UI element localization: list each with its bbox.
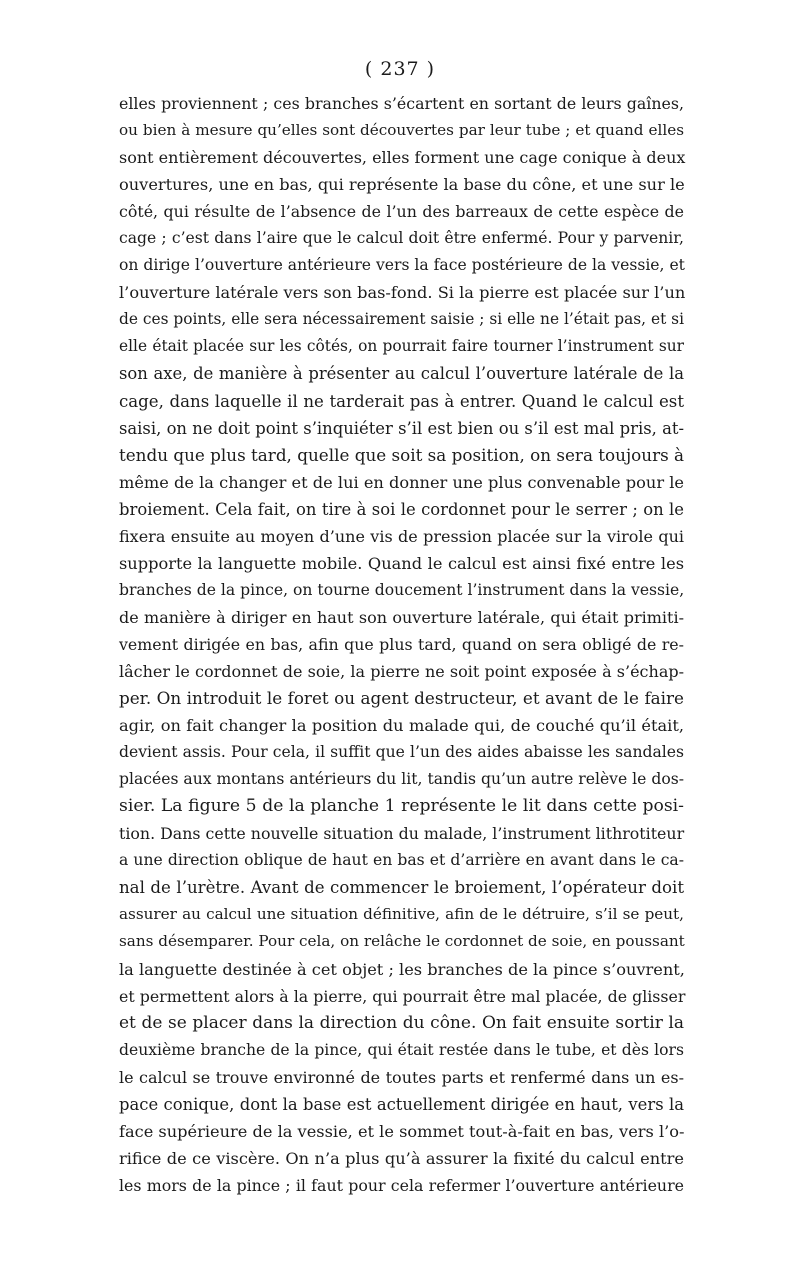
text-line: ou bien à mesure qu’elles sont découvertes par leur tube ; et quand elles <box>119 121 684 140</box>
text-line: les mors de la pince ; il faut pour cela refermer l’ouverture antérieure <box>119 1175 684 1195</box>
text-line: et permettent alors à la pierre, qui pourrait être mal placée, de glisser <box>119 986 686 1006</box>
body-text <box>119 90 684 1199</box>
text-line: supporte la languette mobile. Quand le calcul est ainsi fixé entre les <box>119 553 684 573</box>
text-line: deuxième branche de la pince, qui était restée dans le tube, et dès lors <box>119 1040 684 1059</box>
text-line: de ces points, elle sera nécessairement saisie ; si elle ne l’était pas, et si <box>119 310 684 329</box>
text-line: rifice de ce viscère. On n’a plus qu’à assurer la fixité du calcul entre <box>119 1148 684 1168</box>
text-line: on dirige l’ouverture antérieure vers la face postérieure de la vessie, et <box>119 256 685 275</box>
text-line: la languette destinée à cet objet ; les branches de la pince s’ouvrent, <box>119 959 685 979</box>
text-line: côté, qui résulte de l’absence de l’un des barreaux de cette espèce de <box>119 202 684 222</box>
text-line: a une direction oblique de haut en bas et d’arrière en avant dans le ca- <box>119 851 684 870</box>
text-line: sier. La figure 5 de la planche 1 représente le lit dans cette posi- <box>119 796 684 817</box>
text-line: saisi, on ne doit point s’inquiéter s’il est bien ou s’il est mal pris, at- <box>119 418 684 438</box>
text-line: cage ; c’est dans l’aire que le calcul doit être enfermé. Pour y parvenir, <box>119 229 684 248</box>
text-line: devient assis. Pour cela, il suffit que l’un des aides abaisse les sandales <box>119 743 684 762</box>
text-line: agir, on fait changer la position du malade qui, de couché qu’il était, <box>119 716 684 736</box>
text-line: elles proviennent ; ces branches s’écartent en sortant de leurs gaînes, <box>119 94 684 113</box>
text-line: tion. Dans cette nouvelle situation du malade, l’instrument lithrotiteur <box>119 824 685 844</box>
text-line: broiement. Cela fait, on tire à soi le cordonnet pour le serrer ; on le <box>119 499 684 519</box>
text-line: tendu que plus tard, quelle que soit sa position, on sera toujours à <box>119 444 685 465</box>
text-line: sans désemparer. Pour cela, on relâche le cordonnet de soie, en poussant <box>119 932 685 951</box>
text-line: pace conique, dont la base est actuellement dirigée en haut, vers la <box>119 1094 684 1114</box>
text-line: sont entièrement découvertes, elles forment une cage conique à deux <box>119 148 686 168</box>
text-line: vement dirigée en bas, afin que plus tard, quand on sera obligé de re- <box>119 634 684 654</box>
text-line: placées aux montans antérieurs du lit, tandis qu’un autre relève le dos- <box>119 770 684 789</box>
text-line: lâcher le cordonnet de soie, la pierre ne soit point exposée à s’échap- <box>119 661 684 681</box>
text-line: face supérieure de la vessie, et le sommet tout-à-fait en bas, vers l’o- <box>119 1121 685 1141</box>
text-line: ouvertures, une en bas, qui représente la base du cône, et une sur le <box>119 175 685 195</box>
text-line: elle était placée sur les côtés, on pourrait faire tourner l’instrument sur <box>119 337 684 356</box>
text-line: cage, dans laquelle il ne tarderait pas à entrer. Quand le calcul est <box>119 391 684 411</box>
text-line: nal de l’urètre. Avant de commencer le broiement, l’opérateur doit <box>119 878 684 898</box>
text-line: branches de la pince, on tourne doucement l’instrument dans la vessie, <box>119 580 685 599</box>
page-number: ( 237 ) <box>364 58 436 80</box>
text-line: et de se placer dans la direction du cône. On fait ensuite sortir la <box>119 1012 684 1033</box>
text-line: de manière à diriger en haut son ouverture latérale, qui était primiti- <box>119 607 684 627</box>
text-line: fixera ensuite au moyen d’une vis de pression placée sur la virole qui <box>119 526 684 546</box>
text-line: son axe, de manière à présenter au calcul l’ouverture latérale de la <box>119 364 684 384</box>
text-line: l’ouverture latérale vers son bas-fond. Si la pierre est placée sur l’un <box>119 283 686 303</box>
text-line: assurer au calcul une situation définitive, afin de le détruire, s’il se peut, <box>119 905 684 924</box>
text-line: per. On introduit le foret ou agent destructeur, et avant de le faire <box>119 688 684 709</box>
text-line: le calcul se trouve environné de toutes parts et renfermé dans un es- <box>119 1067 684 1087</box>
text-line: même de la changer et de lui en donner une plus convenable pour le <box>119 472 684 492</box>
